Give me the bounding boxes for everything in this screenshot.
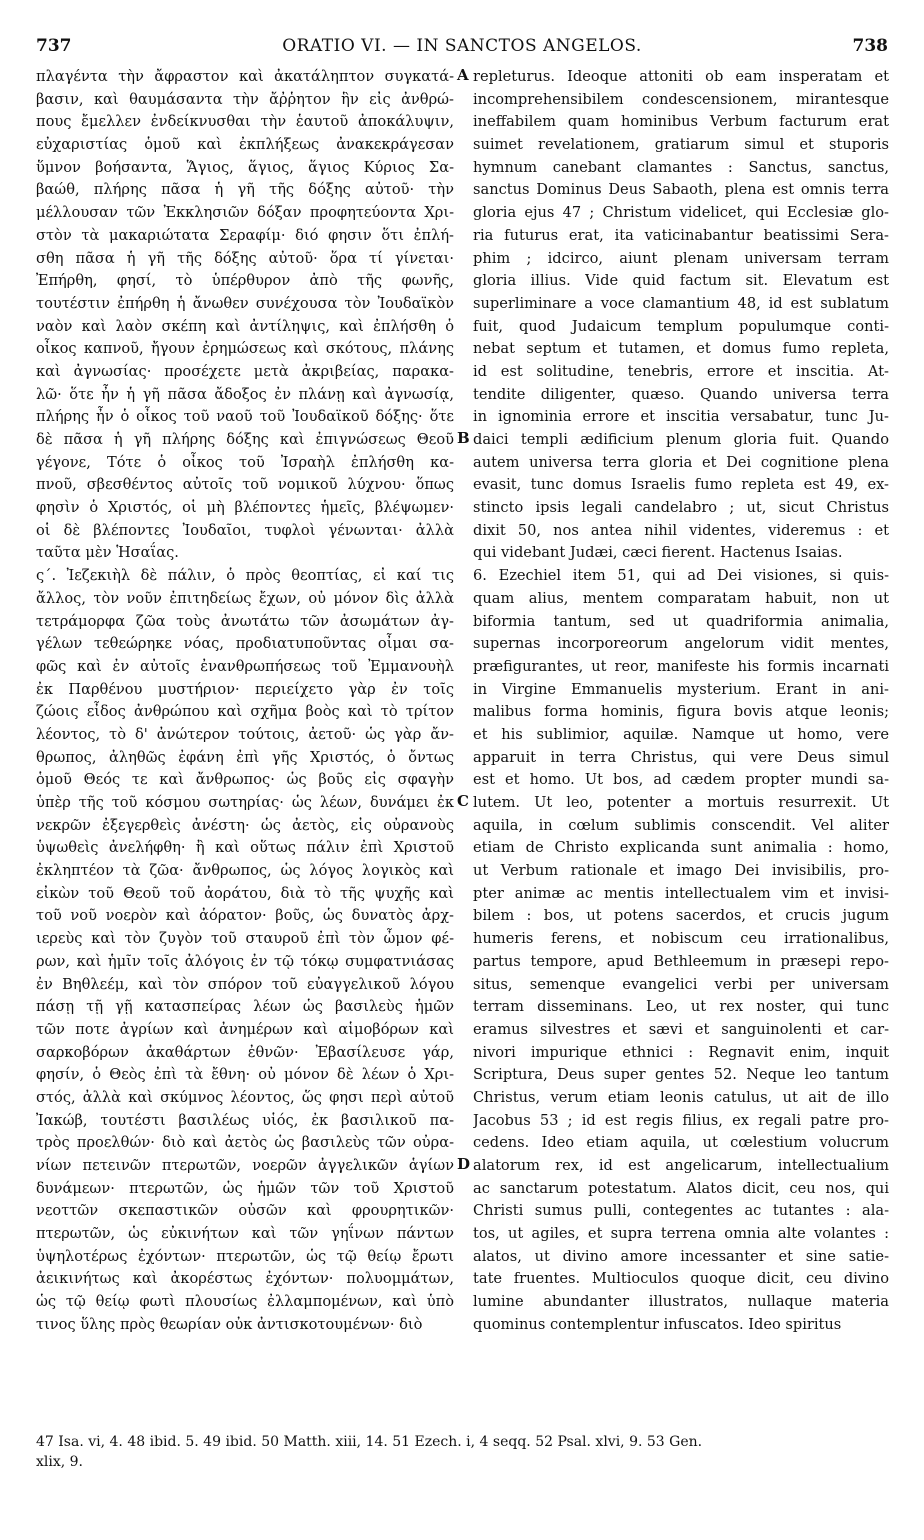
- latin-text-line: lumine abundanter illustratos, nullaque materia: [473, 1293, 889, 1311]
- latin-text-line: est et homo. Ut bos, ad cædem propter mundi sa-: [473, 771, 889, 789]
- latin-text-line: evasit, tunc domus Israelis fumo repleta est 49, ex-: [473, 476, 889, 494]
- greek-text-line: εὐχαριστίας ὁμοῦ καὶ ἐκπλήξεως ἀνακεκράγεσαν: [36, 136, 454, 154]
- greek-text-line: οἶκος καπνοῦ, ἤγουν ἐρημώσεως καὶ σκότους, πλάνης: [36, 340, 454, 358]
- greek-text-line: λῶ· ὅτε ἦν ἡ γῆ πᾶσα ἄδοξος ἐν πλάνῃ καὶ ἀγνωσίᾳ,: [36, 385, 454, 403]
- latin-text-line: Christi sumus pulli, contegentes ac tutantes : ala-: [473, 1202, 889, 1220]
- footnote-line: xlix, 9.: [36, 1454, 84, 1470]
- greek-text-line: ἐκ Παρθένου μυστήριον· περιείχετο γὰρ ἐν τοῖς: [36, 680, 454, 698]
- latin-text-line: cedens. Ideo etiam aquila, ut cœlestium volucrum: [473, 1134, 889, 1152]
- latin-text-line: id est solitudine, tenebris, errore et inscitia. At-: [473, 362, 889, 380]
- greek-text-line: τρὸς προελθών· διὸ καὶ ἀετὸς ὡς βασιλεὺς τῶν οὐρα-: [36, 1134, 454, 1152]
- latin-text-line: autem universa terra gloria et Dei cognitione plena: [473, 453, 889, 471]
- latin-text-line: situs, semenque evangelici verbi per universam: [473, 975, 889, 993]
- greek-text-line: ὡς τῷ θείῳ φωτὶ πλουσίως ἐλλαμπομένων, καὶ ὑπὸ: [36, 1293, 454, 1311]
- greek-text-line: φησὶν ὁ Χριστός, οἱ μὴ βλέποντες ἡμεῖς, βλέψωμεν·: [36, 499, 454, 517]
- latin-text-line: et his sublimior, aquilæ. Namque ut homo, vere: [473, 725, 889, 743]
- latin-text-line: biformia tantum, sed ut quadriformia animalia,: [473, 612, 889, 630]
- latin-text-line: repleturus. Ideoque attoniti ob eam insperatam et: [473, 68, 889, 85]
- greek-text-line: οἱ δὲ βλέποντες Ἰουδαῖοι, τυφλοὶ γένωνται· ἀλλὰ: [36, 521, 454, 539]
- footnotes: [36, 1432, 888, 1472]
- greek-text-line: βασιν, καὶ θαυμάσαντα τὴν ἄῤῥητον ἣν εἰς ἀνθρώ-: [36, 90, 454, 108]
- greek-text-line: τουτέστιν ἐπήρθη ἡ ἄνωθεν συνέχουσα τὸν Ἰουδαϊκὸν: [36, 294, 454, 312]
- section-marker-c: C: [457, 792, 469, 810]
- running-header: [36, 36, 888, 62]
- latin-text-line: ria futurus erat, ita vaticinabantur beatissimi Sera-: [473, 226, 889, 244]
- greek-text-line: γέλων τεθεώρηκε νόας, προδιατυποῦντας οἶμαι σα-: [36, 635, 454, 653]
- latin-text-line: tate fruentes. Multioculos quoque dicit, ceu divino: [473, 1270, 889, 1288]
- latin-text-line: terram disseminans. Leo, ut rex noster, qui tunc: [473, 998, 889, 1016]
- greek-column: [36, 66, 454, 1337]
- latin-text-line: nebat septum et tutamen, et domus fumo repleta,: [473, 340, 889, 358]
- latin-text-line: alatos, ut divino amore incessanter et sine satie-: [473, 1247, 889, 1265]
- greek-text-line: πλήρης ἦν ὁ οἶκος τοῦ ναοῦ τοῦ Ἰουδαϊκοῦ δόξης· ὅτε: [36, 408, 454, 426]
- greek-text-line: φῶς καὶ ἐν αὐτοῖς ἐνανθρωπήσεως τοῦ Ἐμμανουὴλ: [36, 657, 454, 675]
- greek-text-line: νίων πετεινῶν πτερωτῶν, νοερῶν ἀγγελικῶν ἁγίων: [36, 1157, 454, 1174]
- latin-text-line: dixit 50, nos antea nihil videntes, videremus : et: [473, 521, 889, 539]
- greek-text-line: ς΄. Ἰεζεκιὴλ δὲ πάλιν, ὁ πρὸς θεοπτίας, εἰ καί τις: [36, 567, 454, 585]
- footnote-line: 47 Isa. vi, 4. 48 ibid. 5. 49 ibid. 50 Matth. xiii, 14. 51 Ezech. i, 4 seqq. 52 Psal. xlvi, 9. 53 Gen.: [36, 1434, 703, 1450]
- latin-column: [473, 66, 889, 1337]
- greek-text-line: νεκρῶν ἐξεγερθεὶς ἀνέστη· ὡς ἀετὸς, εἰς οὐρανοὺς: [36, 816, 454, 834]
- latin-text-line: in ignominia errore et inscitia versabatur, tunc Ju-: [473, 408, 889, 426]
- section-marker-d: D: [457, 1155, 471, 1173]
- latin-text-line: aquila, in cœlum sublimis conscendit. Vel aliter: [473, 816, 889, 834]
- latin-text-line: 6. Ezechiel item 51, qui ad Dei visiones, si quis-: [473, 567, 889, 585]
- greek-text-line: ὑψωθεὶς ἀνελήφθη· ἢ καὶ οὕτως πάλιν ἐπὶ Χριστοῦ: [36, 839, 454, 857]
- greek-text-line: νεοττῶν σκεπαστικῶν οὐσῶν καὶ φρουρητικῶν·: [36, 1202, 454, 1220]
- greek-text-line: θρωπος, ἀληθῶς ἐφάνη ἐπὶ γῆς Χριστός, ὁ ὄντως: [36, 748, 454, 766]
- latin-text-line: qui videbant Judæi, cæci fierent. Hactenus Isaias.: [473, 544, 843, 562]
- greek-text-line: καὶ ἀγνωσίας· προσέχετε μετὰ ἀκριβείας, παρακα-: [36, 362, 454, 380]
- section-marker-a: A: [457, 66, 469, 84]
- greek-text-line: σαρκοβόρων ἀκαθάρτων ἐθνῶν· Ἐβασίλευσε γάρ,: [36, 1043, 454, 1061]
- latin-text-line: Jacobus 53 ; id est regis filius, ex regali patre pro-: [473, 1111, 889, 1129]
- greek-text-line: ταῦτα μὲν Ἡσαΐας.: [36, 544, 179, 562]
- greek-text-line: τετράμορφα ζῶα τοὺς ἀνωτάτω τῶν ἀσωμάτων ἀγ-: [36, 612, 454, 630]
- latin-text-line: lutem. Ut leo, potenter a mortuis resurrexit. Ut: [473, 794, 889, 811]
- greek-text-line: δὲ πᾶσα ἡ γῆ πλήρης δόξης καὶ ἐπιγνώσεως Θεοῦ: [36, 431, 454, 448]
- latin-text-line: humeris ferens, et nobiscum ceu irrationalibus,: [473, 930, 889, 948]
- greek-text-line: ὑψηλοτέρως ἐχόντων· πτερωτῶν, ὡς τῷ θείῳ ἔρωτι: [36, 1247, 454, 1265]
- latin-text-line: tos, ut agiles, et supra terrena omnia alte volantes :: [473, 1225, 889, 1243]
- latin-text-line: pter animæ ac mentis intellectualem vim et invisi-: [473, 884, 889, 902]
- greek-text-line: μέλλουσαν τῶν Ἐκκλησιῶν δόξαν προφητεύοντα Χρι-: [36, 204, 454, 222]
- greek-text-line: φησίν, ὁ Θεὸς ἐπὶ τὰ ἔθνη· οὐ μόνον δὲ λέων ὁ Χρι-: [36, 1066, 454, 1084]
- greek-text-line: ἐν Βηθλεέμ, καὶ τὸν σπόρον τοῦ εὐαγγελικοῦ λόγου: [36, 975, 454, 993]
- page-number-left: 737: [36, 36, 72, 56]
- latin-text-line: alatorum rex, id est angelicarum, intellectualium: [473, 1157, 889, 1174]
- latin-text-line: phim ; idcirco, aiunt plenam universam terram: [473, 249, 889, 267]
- latin-text-line: fuit, quod Judaicum templum populumque conti-: [473, 317, 889, 335]
- greek-text-line: βαώθ, πλήρης πᾶσα ἡ γῆ τῆς δόξης αὐτοῦ· τὴν: [36, 181, 454, 199]
- latin-text-line: stincto ipsis legali candelabro ; ut, sicut Christus: [473, 499, 889, 517]
- greek-text-line: σθη πᾶσα ἡ γῆ τῆς δόξης αὐτοῦ· ὅρα τί γίνεται·: [36, 249, 454, 267]
- greek-text-line: ἐκληπτέον τὰ ζῶα· ἄνθρωπος, ὡς λόγος λογικὸς καὶ: [36, 862, 454, 880]
- greek-text-line: ὁμοῦ Θεός τε καὶ ἄνθρωπος· ὡς βοῦς εἰς σφαγὴν: [36, 771, 454, 789]
- latin-text-line: partus tempore, apud Bethleemum in præsepi repo-: [473, 952, 889, 970]
- latin-text-line: daici templi ædificium plenum gloria fuit. Quando: [473, 431, 889, 448]
- greek-text-line: πτερωτῶν, ὡς εὐκινήτων καὶ τῶν γηΐνων πάντων: [36, 1225, 454, 1243]
- latin-text-line: apparuit in terra Christus, qui vere Deus simul: [473, 748, 889, 766]
- latin-text-line: quominus contemplentur infuscatos. Ideo spiritus: [473, 1315, 842, 1333]
- latin-text-line: gloria illius. Vide quid factum sit. Elevatum est: [473, 272, 889, 290]
- latin-text-line: superliminare a voce clamantium 48, id est sublatum: [473, 294, 889, 312]
- greek-text-line: πους ἔμελλεν ἐνδείκνυσθαι τὴν ἑαυτοῦ ἀποκάλυψιν,: [36, 113, 454, 131]
- greek-text-line: ζώοις εἶδος ἀνθρώπου καὶ σχῆμα βοὸς καὶ τὸ τρίτον: [36, 703, 454, 721]
- footnote-separator: [36, 1422, 888, 1423]
- greek-text-line: ιερεὺς καὶ τὸν ζυγὸν τοῦ σταυροῦ ἐπὶ τὸν ὦμον φέ-: [36, 930, 454, 948]
- greek-text-line: ἀεικινήτως καὶ ἀκορέστως ἐχόντων· πολυομμάτων,: [36, 1270, 454, 1288]
- greek-text-line: στὸν τὰ μακαριώτατα Σεραφίμ· διό φησιν ὅτι ἐπλή-: [36, 226, 454, 244]
- greek-text-line: τοῦ νοῦ νοερὸν καὶ ἀόρατον· βοῦς, ὡς δυνατὸς ἀρχ-: [36, 907, 454, 925]
- latin-text-line: quam alius, mentem comparatam habuit, non ut: [473, 589, 889, 607]
- latin-text-line: Christus, verum etiam leonis catulus, ut ait de illo: [473, 1088, 889, 1106]
- latin-text-line: nivori impurique ethnici : Regnavit enim, inquit: [473, 1043, 889, 1061]
- section-marker-b: B: [457, 429, 470, 447]
- latin-text-line: suimet revelationem, gratiarum simul et stuporis: [473, 136, 889, 154]
- latin-text-line: hymnum canebant clamantes : Sanctus, sanctus,: [473, 158, 889, 176]
- greek-text-line: ἄλλος, τὸν νοῦν ἐπιτηδείως ἔχων, οὐ μόνον δὶς ἀλλὰ: [36, 589, 454, 607]
- greek-text-line: δυνάμεων· πτερωτῶν, ὡς ἡμῶν τῶν τοῦ Χριστοῦ: [36, 1179, 454, 1197]
- latin-text-line: incomprehensibilem condescensionem, mirantesque: [473, 90, 889, 108]
- greek-text-line: Ἐπήρθη, φησί, τὸ ὑπέρθυρον ἀπὸ τῆς φωνῆς,: [36, 272, 454, 290]
- page-number-right: 738: [852, 36, 888, 56]
- greek-text-line: τινος ὕλης πρὸς θεωρίαν οὐκ ἀντισκοτουμένων· διὸ: [36, 1315, 423, 1333]
- greek-text-line: πάσῃ τῇ γῇ κατασπείρας λέων ὡς βασιλεὺς ἡμῶν: [36, 998, 454, 1016]
- greek-text-line: γέγονε, Τότε ὁ οἶκος τοῦ Ἰσραὴλ ἐπλήσθη κα-: [36, 453, 454, 471]
- running-title: ORATIO VI. — IN SANCTOS ANGELOS.: [282, 36, 642, 56]
- greek-text-line: λέοντος, τὸ δ' ἀνώτερον τούτοις, ἀετοῦ· ὡς γὰρ ἄν-: [36, 725, 454, 743]
- latin-text-line: in Virgine Emmanuelis mysterium. Erant in ani-: [473, 680, 889, 698]
- greek-text-line: ναὸν καὶ λαὸν σκέπη καὶ ἀντίληψις, καὶ ἐπλήσθη ὁ: [36, 317, 454, 335]
- greek-text-line: ὑπὲρ τῆς τοῦ κόσμου σωτηρίας· ὡς λέων, δυνάμει ἐκ: [36, 794, 454, 811]
- greek-text-line: στός, ἀλλὰ καὶ σκύμνος λέοντος, ὥς φησι περὶ αὐτοῦ: [36, 1088, 454, 1106]
- greek-text-line: εἰκὼν τοῦ Θεοῦ τοῦ ἀοράτου, διὰ τὸ τῆς ψυχῆς καὶ: [36, 884, 454, 902]
- greek-text-line: πλαγέντα τὴν ἄφραστον καὶ ἀκατάληπτον συγκατά-: [36, 68, 454, 85]
- latin-text-line: sanctus Dominus Deus Sabaoth, plena est omnis terra: [473, 181, 889, 199]
- latin-text-line: malibus forma hominis, figura bovis atque leonis;: [473, 703, 889, 721]
- greek-text-line: Ἰακώβ, τουτέστι βασιλέως υἱός, ἐκ βασιλικοῦ πα-: [36, 1111, 454, 1129]
- latin-text-line: supernas incorporeorum angelorum vidit mentes,: [473, 635, 889, 653]
- latin-text-line: Scriptura, Deus super gentes 52. Neque leo tantum: [473, 1066, 889, 1084]
- latin-text-line: gloria ejus 47 ; Christum videlicet, qui Ecclesiæ glo-: [473, 204, 889, 222]
- greek-text-line: ὕμνον βοήσαντα, Ἅγιος, ἅγιος, ἅγιος Κύριος Σα-: [36, 158, 454, 176]
- latin-text-line: ac sanctarum potestatum. Alatos dicit, ceu nos, qui: [473, 1179, 889, 1197]
- latin-text-line: etiam de Christo explicanda sunt animalia : homo,: [473, 839, 889, 857]
- greek-text-line: ρων, καὶ ἡμῖν τοῖς ἀλόγοις ἐν τῷ τόκῳ συμφατνιάσας: [36, 952, 454, 970]
- latin-text-line: ut Verbum rationale et imago Dei invisibilis, pro-: [473, 862, 889, 880]
- latin-text-line: eramus silvestres et sævi et sanguinolenti et car-: [473, 1020, 889, 1038]
- latin-text-line: bilem : bos, ut potens sacerdos, et crucis jugum: [473, 907, 889, 925]
- greek-text-line: πνοῦ, σβεσθέντος αὐτοῖς τοῦ νομικοῦ λύχνου· ὅπως: [36, 476, 454, 494]
- latin-text-line: tendite diligenter, quæso. Quando universa terra: [473, 385, 889, 403]
- greek-text-line: τῶν ποτε ἀγρίων καὶ ἀνημέρων καὶ αἱμοβόρων καὶ: [36, 1020, 454, 1038]
- latin-text-line: præfigurantes, ut reor, manifeste his formis incarnati: [473, 657, 889, 675]
- latin-text-line: ineffabilem quam hominibus Verbum facturum erat: [473, 113, 889, 131]
